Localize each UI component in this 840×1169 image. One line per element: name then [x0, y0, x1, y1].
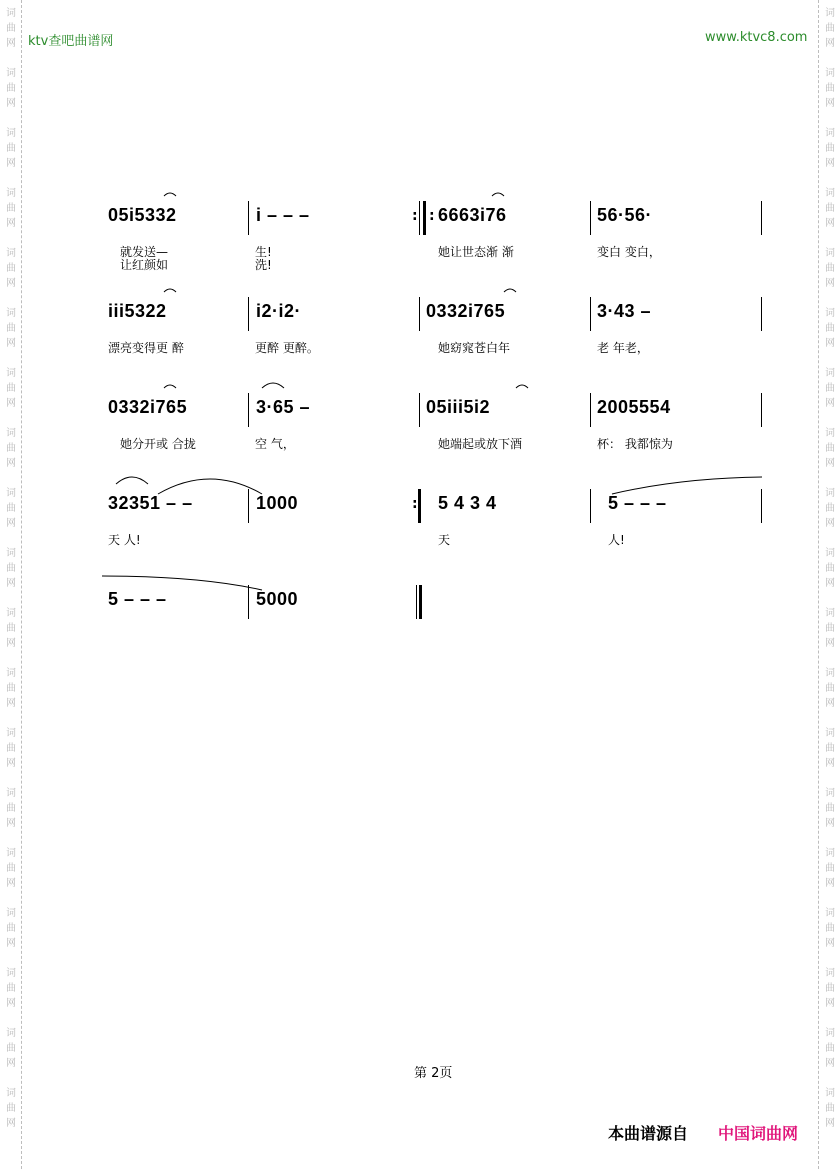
watermark-char: 网 [6, 818, 16, 829]
watermark-char: 曲 [6, 503, 16, 514]
watermark-char: 网 [825, 578, 835, 589]
watermark-char: 词 [825, 8, 835, 19]
lyric-line: 老 年老， [597, 341, 649, 355]
watermark-glyphs [3, 1086, 19, 1146]
watermark-glyphs [822, 966, 838, 1026]
watermark-char: 网 [6, 1058, 16, 1069]
watermark-char: 词 [6, 68, 16, 79]
watermark-char: 曲 [6, 203, 16, 214]
watermark-char: 曲 [6, 683, 16, 694]
watermark-char: 网 [6, 638, 16, 649]
watermark-char: 网 [6, 218, 16, 229]
measure-notes: 56·56· [597, 205, 653, 225]
watermark-char: 曲 [825, 323, 835, 334]
watermark-char: 词 [6, 488, 16, 499]
watermark-char: 曲 [825, 23, 835, 34]
watermark-char: 曲 [6, 83, 16, 94]
watermark-char: 网 [825, 758, 835, 769]
watermark-char: 词 [825, 1028, 835, 1039]
watermark-char: 曲 [6, 143, 16, 154]
lyric-line: 她窈窕苍白年 [438, 341, 511, 355]
lyric-line: 生! [255, 245, 272, 259]
watermark-char: 网 [6, 158, 16, 169]
lyric-line: 杯： 我都惊为 [597, 437, 673, 451]
watermark-char: 词 [6, 188, 16, 199]
measure-notes: iii5322 [108, 301, 167, 321]
slur [164, 193, 176, 196]
watermark-char: 曲 [825, 803, 835, 814]
watermark-char: 网 [6, 998, 16, 1009]
watermark-char: 曲 [6, 323, 16, 334]
watermark-char: 词 [6, 368, 16, 379]
watermark-char: 词 [6, 968, 16, 979]
watermark-char: 网 [825, 398, 835, 409]
watermark-glyphs [3, 786, 19, 846]
watermark-char: 词 [6, 308, 16, 319]
measure-notes: 6663i76 [438, 205, 507, 225]
watermark-char: 网 [825, 938, 835, 949]
slur [158, 479, 262, 494]
watermark-char: 曲 [825, 443, 835, 454]
watermark-char: 词 [6, 128, 16, 139]
lyric-line: 让红颜如 [120, 258, 169, 272]
watermark-char: 词 [6, 8, 16, 19]
watermark-glyphs [822, 726, 838, 786]
watermark-char: 曲 [6, 23, 16, 34]
watermark-char: 网 [6, 398, 16, 409]
slur [164, 385, 176, 388]
measure-notes: 0332i765 [108, 397, 188, 417]
watermark-char: 曲 [825, 383, 835, 394]
watermark-char: 网 [825, 98, 835, 109]
measure-notes: 5 – – – [108, 589, 167, 609]
watermark-char: 曲 [825, 143, 835, 154]
watermark-char: 网 [825, 458, 835, 469]
watermark-char: 网 [825, 1058, 835, 1069]
watermark-glyphs [3, 846, 19, 906]
watermark-char: 网 [825, 518, 835, 529]
measure-notes: 1000 [256, 493, 299, 513]
watermark-char: 词 [6, 1028, 16, 1039]
watermark-char: 曲 [6, 263, 16, 274]
watermark-char: 词 [825, 488, 835, 499]
watermark-char: 网 [825, 38, 835, 49]
watermark-char: 词 [825, 788, 835, 799]
watermark-char: 曲 [825, 1043, 835, 1054]
watermark-char: 词 [825, 368, 835, 379]
measure-notes: 5 – – – [608, 493, 667, 513]
measure-notes: 5 4 3 4 [438, 493, 497, 513]
lyric-line: 她分开或 合拢 [120, 437, 196, 451]
measure-notes: 0332i765 [426, 301, 506, 321]
watermark-glyphs [822, 1026, 838, 1086]
watermark-char: 网 [6, 518, 16, 529]
site-name: ktv查吧曲谱网 [28, 34, 114, 49]
watermark-char: 曲 [825, 983, 835, 994]
watermark-char: 词 [825, 968, 835, 979]
measure-notes: i2·i2· [256, 301, 302, 321]
lyric-line: 漂亮变得更 醉 [108, 341, 184, 355]
measure-notes: 05iii5i2 [426, 397, 491, 417]
watermark-char: 曲 [6, 863, 16, 874]
slur [116, 477, 148, 484]
watermark-char: 曲 [825, 1103, 835, 1114]
measure-notes: 3·65 – [256, 397, 311, 417]
watermark-char: 网 [825, 278, 835, 289]
watermark-char: 网 [6, 1118, 16, 1129]
lyric-line: 天 人! [108, 533, 141, 547]
watermark-char: 曲 [6, 1043, 16, 1054]
watermark-char: 词 [6, 788, 16, 799]
watermark-glyphs [822, 846, 838, 906]
slur [516, 385, 528, 388]
lyric-line: 更醉 更醉。 [255, 341, 319, 355]
watermark-glyphs [822, 786, 838, 846]
watermark-char: 网 [825, 818, 835, 829]
watermark-char: 网 [6, 338, 16, 349]
watermark-char: 曲 [6, 743, 16, 754]
lyric-line: 就发送— [120, 245, 169, 259]
lyric-line: 洗! [255, 258, 272, 272]
watermark-char: 曲 [6, 923, 16, 934]
watermark-char: 网 [6, 578, 16, 589]
watermark-char: 曲 [825, 923, 835, 934]
watermark-char: 曲 [825, 863, 835, 874]
measure-notes: 05i5332 [108, 205, 177, 225]
lyric-line: 她让世态渐 渐 [438, 245, 514, 259]
watermark-char: 曲 [6, 623, 16, 634]
source-brand: 中国词曲网 [718, 1124, 799, 1143]
watermark-char: 词 [825, 848, 835, 859]
watermark-char: 词 [6, 608, 16, 619]
watermark-char: 网 [6, 38, 16, 49]
watermark-char: 曲 [825, 743, 835, 754]
slur [262, 383, 284, 388]
watermark-char: 曲 [6, 443, 16, 454]
watermark-char: 曲 [6, 983, 16, 994]
watermark-char: 曲 [825, 203, 835, 214]
measure-notes: 2005554 [597, 397, 671, 417]
watermark-char: 曲 [6, 1103, 16, 1114]
watermark-char: 词 [825, 548, 835, 559]
watermark-glyphs [3, 906, 19, 966]
watermark-char: 网 [6, 698, 16, 709]
watermark-glyphs [3, 726, 19, 786]
watermark-char: 曲 [825, 683, 835, 694]
repeat-dots: : [412, 496, 418, 512]
watermark-char: 词 [825, 728, 835, 739]
watermark-char: 词 [825, 308, 835, 319]
watermark-char: 网 [825, 218, 835, 229]
watermark-char: 曲 [6, 803, 16, 814]
lyric-line: 变白 变白， [597, 245, 661, 259]
watermark-char: 词 [6, 428, 16, 439]
watermark-char: 网 [825, 1118, 835, 1129]
watermark-glyphs [3, 966, 19, 1026]
watermark-char: 曲 [825, 83, 835, 94]
slur [492, 193, 504, 196]
watermark-char: 词 [825, 248, 835, 259]
lyric-line: 天 [438, 533, 451, 547]
measure-notes: i – – – [256, 205, 310, 225]
watermark-char: 词 [825, 128, 835, 139]
watermark-char: 词 [6, 668, 16, 679]
watermark-char: 曲 [825, 623, 835, 634]
slur [102, 576, 262, 590]
measure-notes: 5000 [256, 589, 299, 609]
slur [164, 289, 176, 292]
watermark-glyphs [822, 906, 838, 966]
watermark-char: 曲 [825, 263, 835, 274]
watermark-char: 词 [6, 728, 16, 739]
watermark-char: 词 [825, 668, 835, 679]
watermark-char: 网 [6, 758, 16, 769]
watermark-char: 网 [6, 278, 16, 289]
watermark-char: 曲 [6, 383, 16, 394]
watermark-char: 词 [825, 68, 835, 79]
measure-notes: 3·43 – [597, 301, 652, 321]
watermark-char: 词 [6, 248, 16, 259]
repeat-dots: : [412, 208, 418, 224]
watermark-char: 网 [6, 878, 16, 889]
watermark-char: 词 [825, 908, 835, 919]
watermark-char: 曲 [825, 503, 835, 514]
watermark-char: 网 [825, 338, 835, 349]
lyric-line: 她端起或放下酒 [438, 437, 523, 451]
watermark-char: 曲 [825, 563, 835, 574]
watermark-char: 网 [825, 158, 835, 169]
watermark-char: 网 [6, 458, 16, 469]
watermark-glyphs [3, 1026, 19, 1086]
watermark-char: 网 [825, 698, 835, 709]
watermark-char: 网 [825, 638, 835, 649]
lyric-line: 空 气， [255, 437, 295, 451]
watermark-char: 词 [6, 908, 16, 919]
watermark-char: 词 [825, 608, 835, 619]
source-label: 本曲谱源自 [608, 1124, 689, 1143]
watermark-char: 词 [6, 548, 16, 559]
watermark-char: 曲 [6, 563, 16, 574]
lyric-line: 人! [608, 533, 625, 547]
watermark-char: 词 [6, 848, 16, 859]
watermark-char: 词 [825, 428, 835, 439]
watermark-char: 网 [6, 938, 16, 949]
watermark-char: 词 [6, 1088, 16, 1099]
slur [504, 289, 516, 292]
watermark-char: 网 [6, 98, 16, 109]
slur [612, 477, 762, 494]
measure-notes: 32351 – – [108, 493, 193, 513]
watermark-char: 网 [825, 998, 835, 1009]
repeat-dots: : [429, 208, 435, 224]
watermark-glyphs [822, 1086, 838, 1146]
watermark-char: 网 [825, 878, 835, 889]
watermark-char: 词 [825, 1088, 835, 1099]
site-url: www.ktvc8.com [705, 30, 808, 45]
page-number: 第 2页 [414, 1066, 453, 1081]
watermark-char: 词 [825, 188, 835, 199]
